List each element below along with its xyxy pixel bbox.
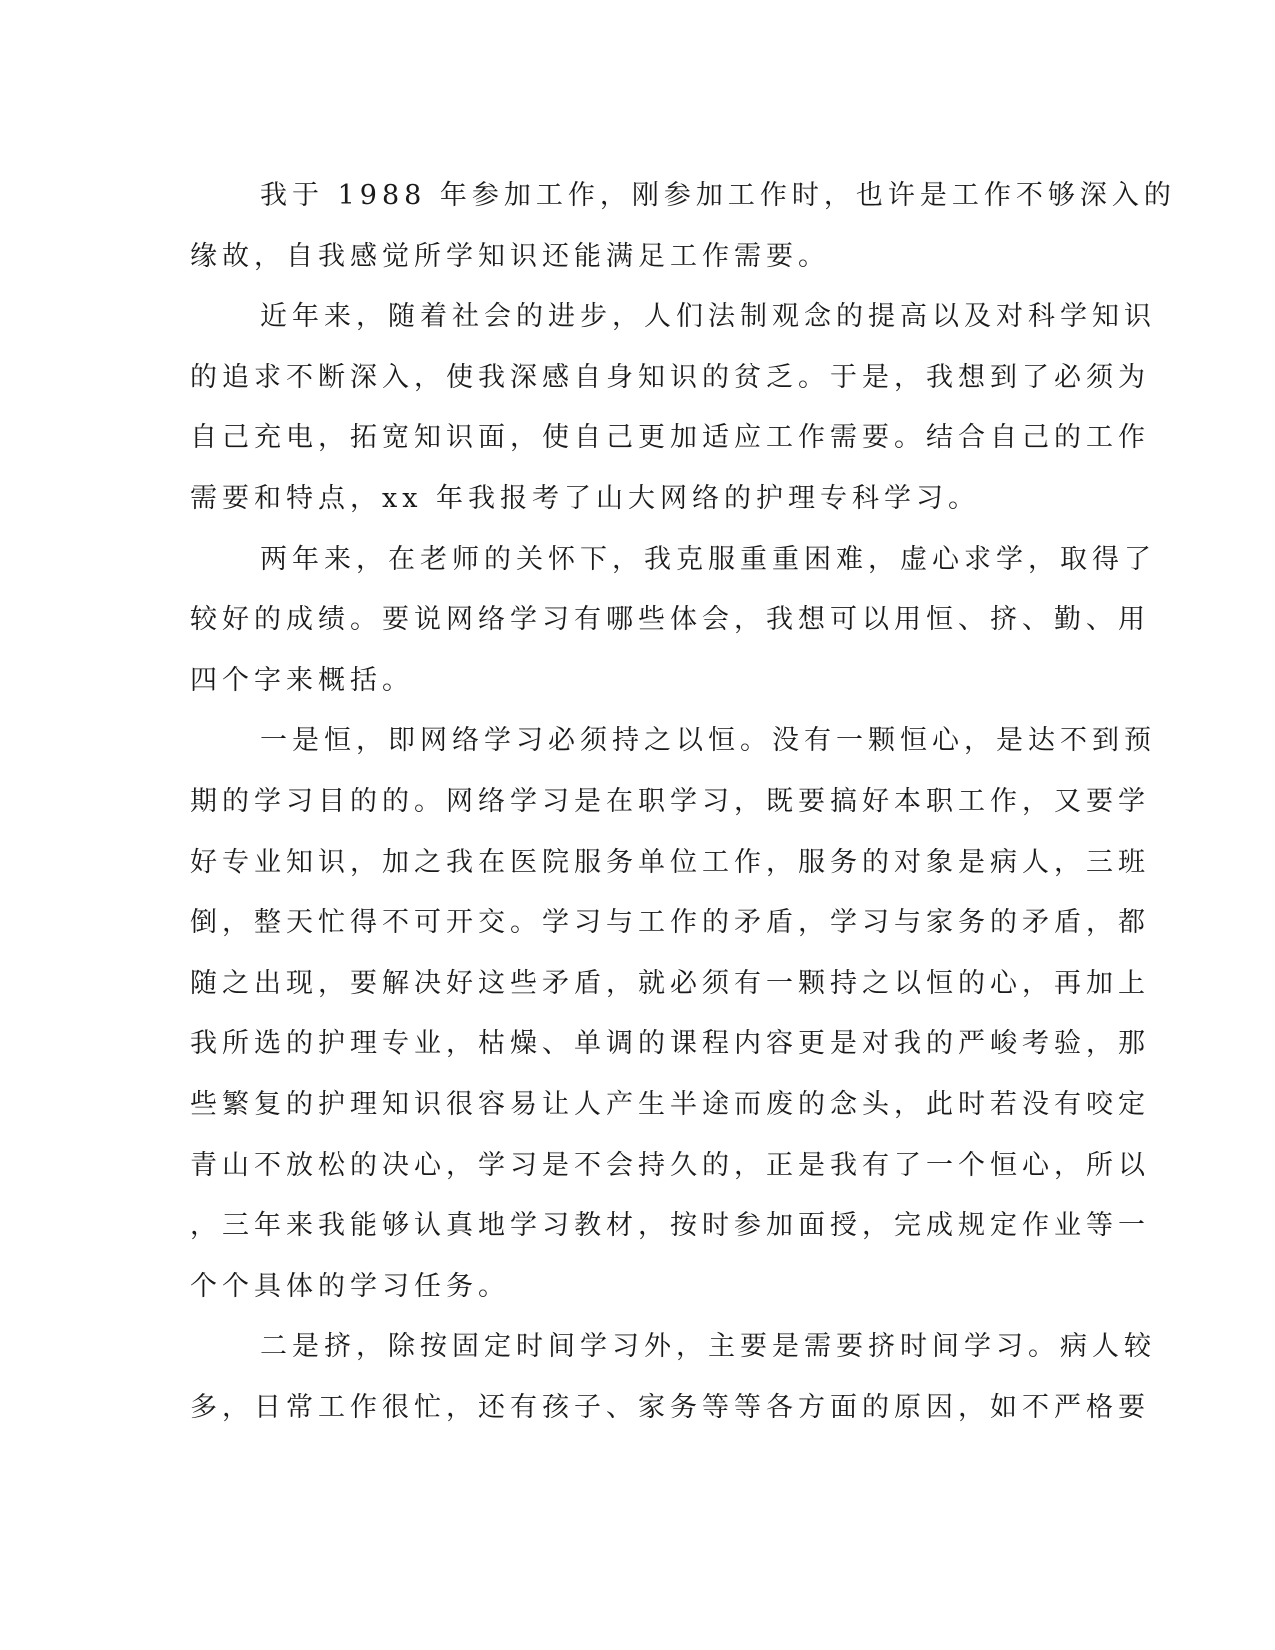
text-line: 自己充电，拓宽知识面，使自己更加适应工作需要。结合自己的工作 (190, 422, 1150, 454)
text-line: 二是挤，除按固定时间学习外，主要是需要挤时间学习。病人较 (260, 1331, 1156, 1363)
text-line: 随之出现，要解决好这些矛盾，就必须有一颗持之以恒的心，再加上 (190, 967, 1150, 999)
text-line: 青山不放松的决心，学习是不会持久的，正是我有了一个恒心，所以 (190, 1149, 1150, 1181)
text-line: 需要和特点，xx 年我报考了山大网络的护理专科学习。 (190, 482, 981, 514)
document-body (190, 166, 1176, 1438)
text-line: 四个字来概括。 (190, 664, 414, 696)
text-line: 我于 1988 年参加工作，刚参加工作时，也许是工作不够深入的 (260, 180, 1176, 211)
text-line: 我所选的护理专业，枯燥、单调的课程内容更是对我的严峻考验，那 (190, 1028, 1150, 1060)
text-line: ，三年来我能够认真地学习教材，按时参加面授，完成规定作业等一 (190, 1210, 1150, 1242)
text-line: 期的学习目的的。网络学习是在职学习，既要搞好本职工作，又要学 (190, 785, 1150, 817)
text-line: 缘故，自我感觉所学知识还能满足工作需要。 (190, 240, 830, 272)
text-line: 个个具体的学习任务。 (190, 1270, 510, 1302)
text-line: 倒，整天忙得不可开交。学习与工作的矛盾，学习与家务的矛盾，都 (190, 907, 1150, 939)
text-line: 多，日常工作很忙，还有孩子、家务等等各方面的原因，如不严格要 (190, 1391, 1150, 1423)
text-line: 好专业知识，加之我在医院服务单位工作，服务的对象是病人，三班 (190, 846, 1150, 878)
text-line: 一是恒，即网络学习必须持之以恒。没有一颗恒心，是达不到预 (260, 725, 1156, 757)
text-line: 近年来，随着社会的进步，人们法制观念的提高以及对科学知识 (260, 301, 1156, 333)
text-line: 些繁复的护理知识很容易让人产生半途而废的念头，此时若没有咬定 (190, 1088, 1150, 1120)
text-line: 两年来，在老师的关怀下，我克服重重困难，虚心求学，取得了 (260, 543, 1156, 575)
text-line: 的追求不断深入，使我深感自身知识的贫乏。于是，我想到了必须为 (190, 361, 1150, 393)
text-line: 较好的成绩。要说网络学习有哪些体会，我想可以用恒、挤、勤、用 (190, 604, 1150, 636)
